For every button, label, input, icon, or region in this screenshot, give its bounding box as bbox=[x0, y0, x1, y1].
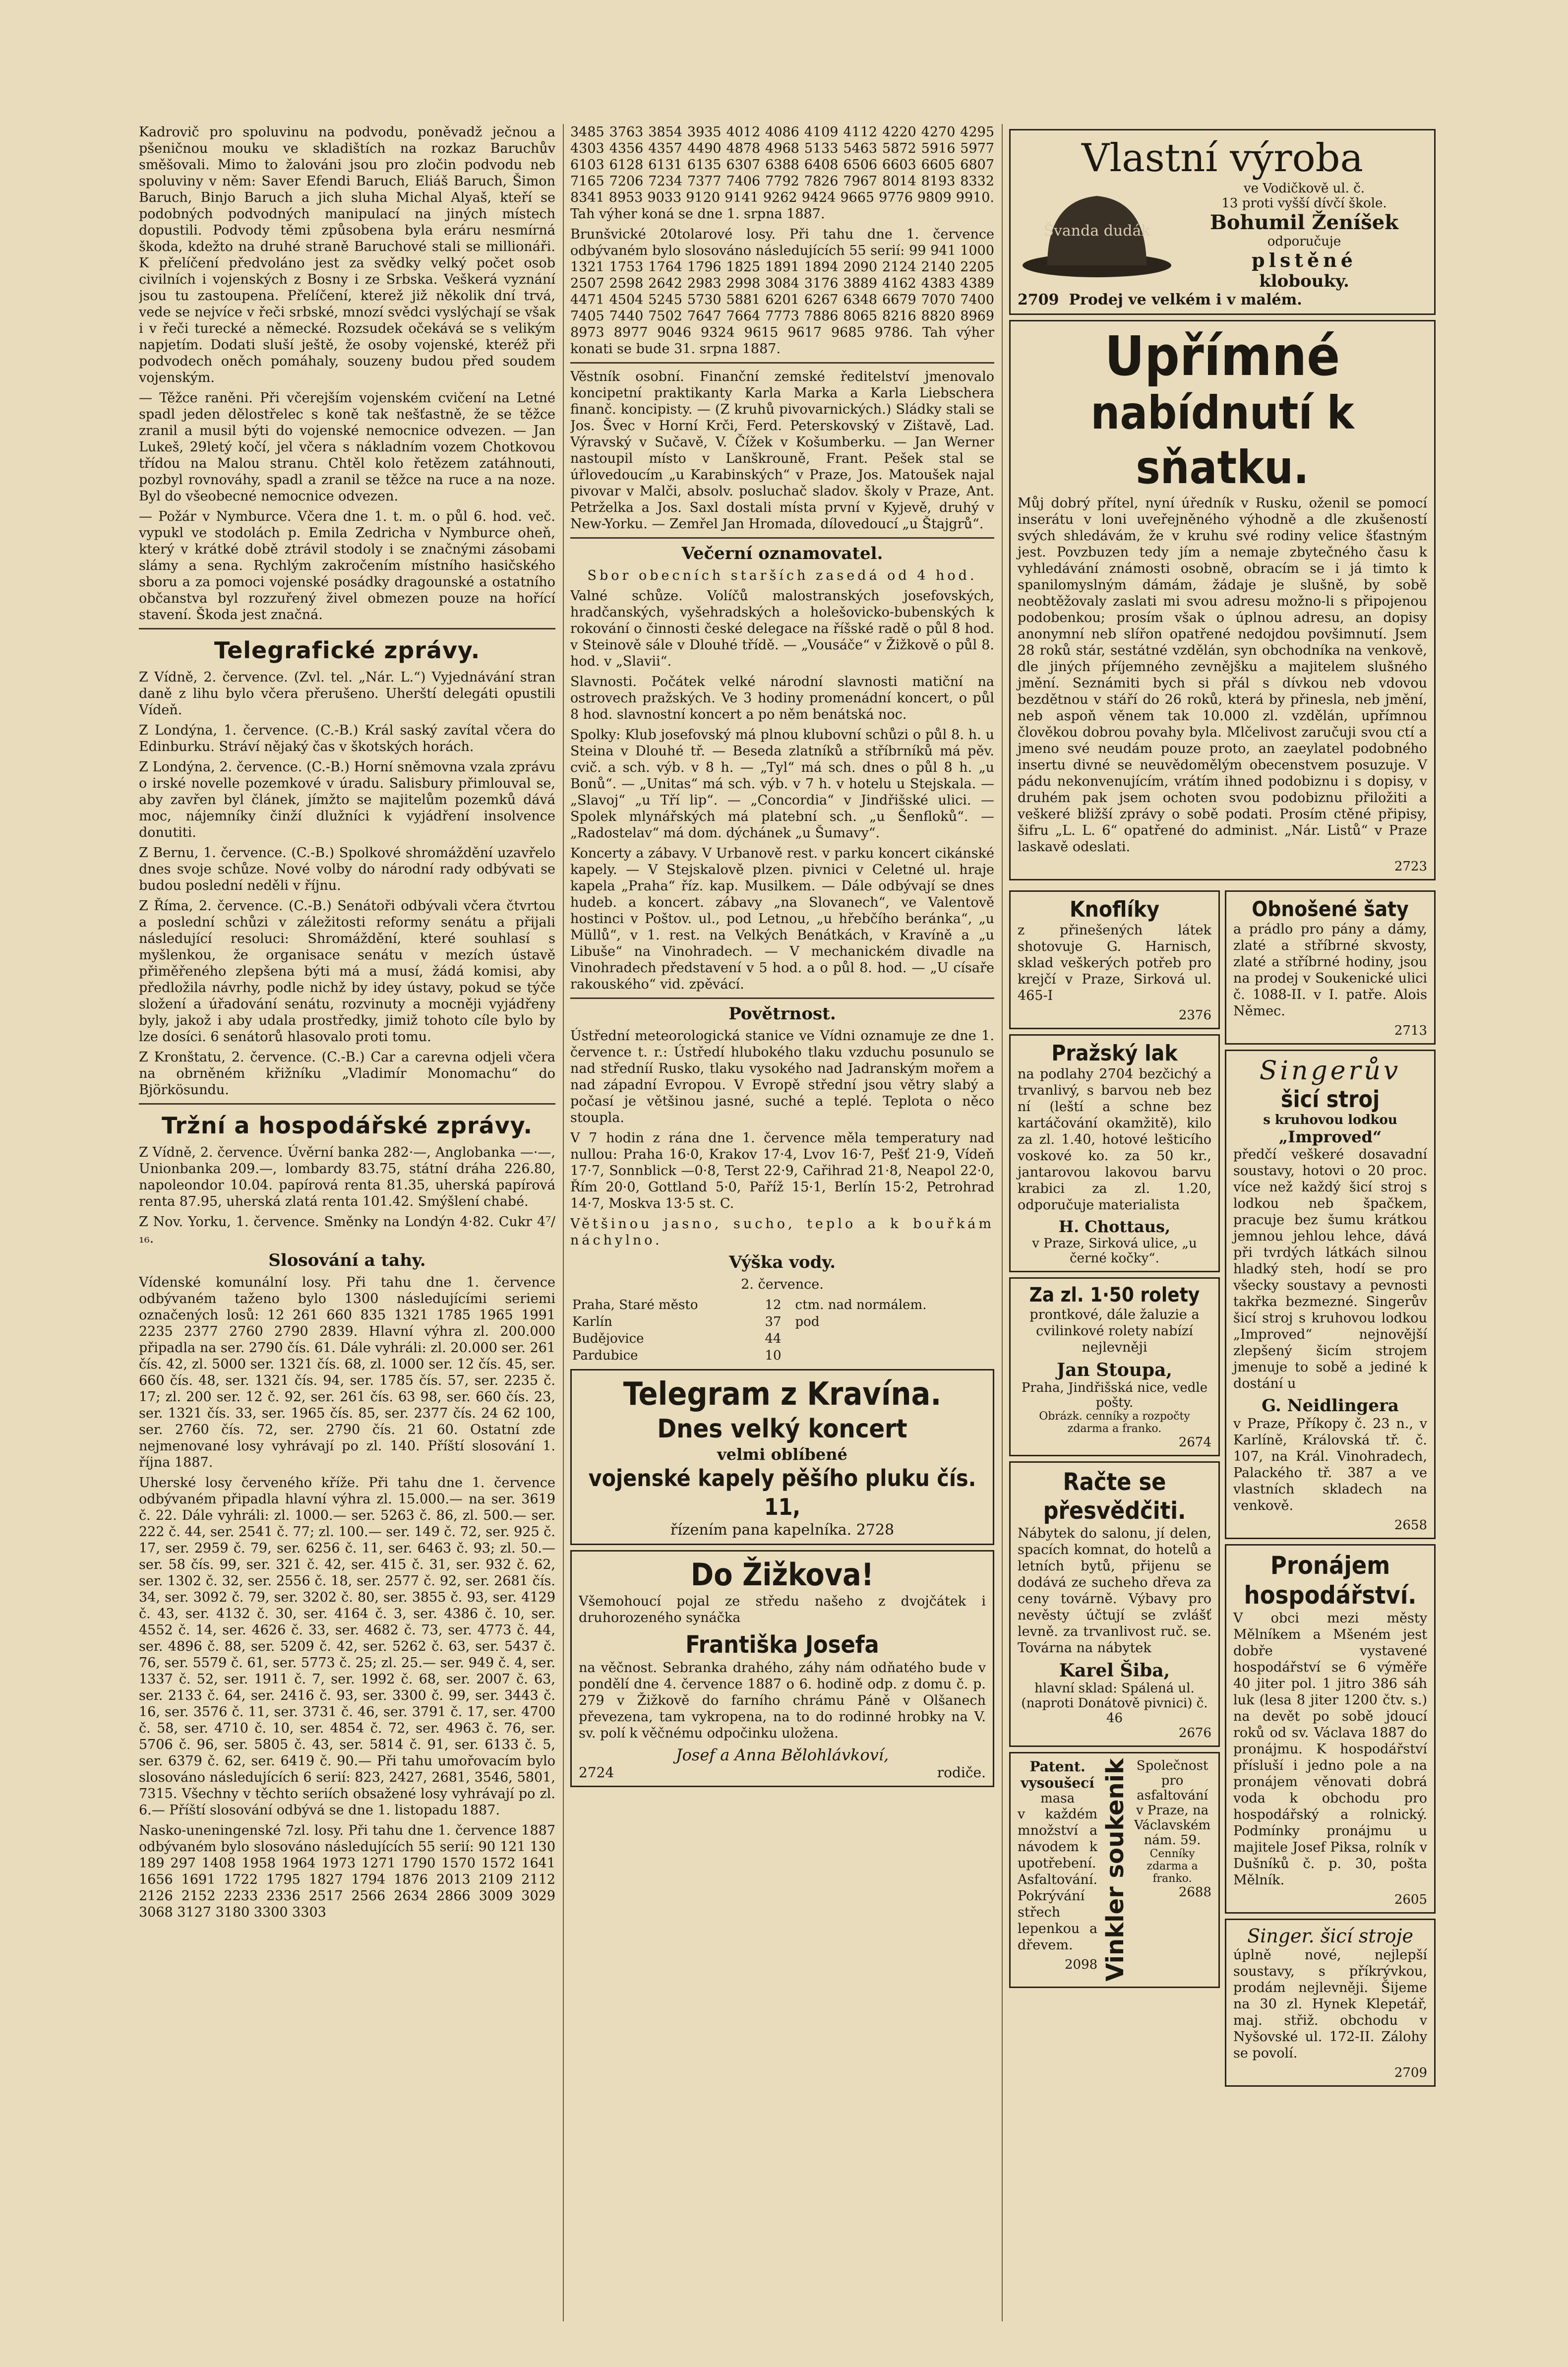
ad-number: 2709 bbox=[1018, 291, 1059, 309]
ad-text: odporučuje bbox=[1267, 234, 1341, 249]
ad-text: Prodej ve velkém i v malém. bbox=[1069, 291, 1302, 309]
ad-number: 2723 bbox=[1394, 859, 1427, 874]
hat-icon bbox=[1018, 181, 1176, 280]
ad-text: z přinešených látek shotovuje G. Harnisch, sklad veškerých potřeb pro krejčí v Praze, Sirková ul. 465-I bbox=[1018, 923, 1211, 1003]
ad-lacquer bbox=[1009, 1034, 1220, 1272]
divider bbox=[570, 362, 994, 364]
telegram-item: Z Vídně, 2. července. (Zvl. tel. „Nár. L.“) Vyjednávání stran daně z lihu bylo včera přerušeno. Uherští delegáti opustili Vídeň. bbox=[139, 670, 555, 718]
ad-title: Patent. vysoušecí bbox=[1021, 1758, 1094, 1791]
ad-marriage bbox=[1009, 320, 1436, 880]
lottery-item: Uherské losy červeného kříže. Při tahu dne 1. července odbývaném připadla hlavní výhra zl. 15.000.— na ser. 3619 č. 22. Dále vyhráli: zl. 1000.— ser. 5263 č. 86, zl. 500.— ser. 222 č. 44, ser. 2541 č. 77; zl. 100.— ser. 149 č. 72, ser. 925 č. 17, ser. 2959 č. 79, ser. 6256 č. 11, ser. 6463 č. 93; zl. 50.— ser. 58 čís. 99, ser. 321 č. 42, ser. 415 č. 31, ser. 932 č. 62, ser. 1302 č. 32, ser. 2556 č. 18, ser. 2577 č. 92, ser. 2681 čís. 34, ser. 3092 č. 79, ser. 3202 č. 80, ser. 3855 č. 93, ser. 4129 č. 43, ser. 4132 č. 30, ser. 4164 č. 3, ser. 4386 č. 10, ser. 4552 č. 14, ser. 4626 č. 33, ser. 4682 č. 73, ser. 4773 č. 44, ser. 4896 č. 88, ser. 5209 č. 42, ser. 5262 č. 63, ser. 5437 č. 76, ser. 5579 č. 61, ser. 5773 č. 25; zl. 25.— ser. 949 č. 4, ser. 1337 č. 52, ser. 1911 č. 7, ser. 1992 č. 68, ser. 2007 č. 63, ser. 2133 č. 64, ser. 2416 č. 93, ser. 3300 č. 99, ser. 3443 č. 16, ser. 3576 č. 11, ser. 3731 č. 46, ser. 3791 č. 17, ser. 4700 č. 58, ser. 4710 č. 10, ser. 4854 č. 72, ser. 4963 č. 76, ser. 5706 č. 96, ser. 5805 č. 43, ser. 5814 č. 91, ser. 6133 č. 5, ser. 6379 č. 62, ser. 6419 č. 90.— Při tahu umořovacím bylo slosováno následujících 6 serií: 823, 2427, 2681, 3546, 5801, 7315. Všechny v těchto seriích obsažené losy vyhrávají po zl. 6.— Příští slosování odbývá se dne 1. listopadu 1887. bbox=[139, 1475, 555, 1818]
ad-text: V obci mezi městy Mělníkem a Mšeném jest dobře vystavené hospodářství se 6 výměře 40 jiter pol. 1 jitro 386 sáh luk (lesa 8 jiter 1200 čtv. s.) na devět po sobě jdoucí roků od sv. Václava 1887 do pronájmu. K hospodářství přísluší i jedno pole a na pronájem věnovati dobrá voda k obchodu pro hospodářský a rolnický. Podmínky pronájmu u majitele Josef Piksa, rolník v Dušníků č. p. 30, pošta Mělník. bbox=[1233, 1611, 1427, 1888]
telegram-item: Z Londýna, 1. července. (C.-B.) Král saský zavítal včera do Edinburku. Stráví nějaký čas v škotských horách. bbox=[139, 723, 555, 754]
ad-buttons bbox=[1009, 890, 1220, 1029]
lottery-item: Brunšvické 20tolarové losy. Při tahu dne 1. července odbývaném bylo slosováno následujících 55 serií: 99 941 1000 1321 1753 1764 1796 1825 1891 1894 2090 2124 2140 2205 2507 2598 2642 2983 2998 3084 3176 3889 4162 4383 4389 4471 4504 5245 5730 5881 6201 6267 6348 6679 7070 7400 7405 7440 7502 7647 7664 7773 7886 8065 8216 8820 8969 8973 8977 9046 9324 9615 9617 9685 9786. Tah výher konati se bude 31. srpna 1887. bbox=[570, 227, 994, 357]
ad-name: H. Chottaus, bbox=[1058, 1217, 1171, 1236]
column-rule bbox=[1002, 124, 1003, 2321]
lottery-numbers: 3485 3763 3854 3935 4012 4086 4109 4112 4220 4270 4295 4303 4356 4357 4490 4878 4968 5133 5463 5872 5916 5977 6103 6128 6131 6135 6307 6388 6408 6506 6603 6605 6807 7165 7206 7234 7377 7406 7792 7826 7967 8014 8193 8332 8341 8953 9033 9120 9141 9262 9424 9665 9776 9809 9910. Tah výher koná se dne 1. srpna 1887. bbox=[570, 125, 994, 222]
table-row: Budějovice 44 bbox=[572, 1331, 782, 1346]
subheading-water: Výška vody. bbox=[728, 1252, 836, 1272]
telegram-item: Z Londýna, 2. července. (C.-B.) Horní sněmovna vzala zprávu o irské novelle pozemkové v úradu. Salisbury přimlouval se, aby zavřen byl článek, jímžto se majitelům pozemků dává moc, nájemníky činží dlužníci k vyjádření insolvence donutiti. bbox=[139, 759, 555, 840]
article-paragraph: Kadrovič pro spoluvinu na podvodu, poněvadž ječnou a pšeničnou mouku ve skladištích na rozkaz Baruchův směšovali. Mimo to žalováni jsou pro zločin podvodu neb spoluviny v něm: Saver Efendi Baruch, Eliáš Baruch, Šimon Baruch, Binjo Baruch a jich sluha Michal Alyaš, kteří se podobných podvodných manipulací na jiných místech dopustili. Podvody těmi způsobena byla eráru nesmírná škoda, kdežto na druhé straně Baruchové stali se millionáři. K přelíčení předvoláno jest za svědky velký počet osob civilních i vojenských z Bosny i ze Srbska. Veškerá vyznání jsou tu zastoupena. Přelíčení, kterež již několik dní trvá, vede se nejvíce v řeči srbské, mnozí svědci vyslýchají se však i v řeči turecké a německé. Rozsudek očekává se s velikým napjetím. Dodati sluší ještě, že osoby vojenské, kteréž při podvodech oněch pomáhaly, souzeny budou před soudem vojenským. bbox=[139, 125, 555, 385]
lottery-item: Vídenské komunální losy. Při tahu dne 1. července odbývaném taženo bylo 1300 následujícími seriemi označených losů: 12 261 660 835 1321 1785 1965 1991 2235 2377 2760 2790 2839. Hlavní výhra zl. 200.000 připadla na ser. 2790 čís. 61. Dále vyhráli: zl. 20.000 ser. 261 čís. 42, zl. 5000 ser. 1321 čís. 68, zl. 1000 ser. 12 čís. 45, ser. 660 čís. 48, ser. 1321 čís. 94, ser. 1785 čís. 57, ser. 2235 č. 17; zl. 200 ser. 12 č. 92, ser. 261 čís. 63 98, ser. 660 čís. 23, ser. 1321 čís. 33, ser. 1965 čís. 85, ser. 2377 čís. 24 62 100, ser. 2760 čís. 72, ser. 2790 čís. 21 60. Ostatní zde nejmenované losy vyhrávají po zl. 140. Příští slosování 1. října 1887. bbox=[139, 1275, 555, 1470]
divider bbox=[139, 1103, 555, 1105]
table-row: Karlín 37 pod bbox=[572, 1314, 820, 1329]
ad-title: Pražský lak bbox=[1051, 1041, 1178, 1066]
ad-text: Praha, Jindřišská nice, vedle pošty. bbox=[1021, 1380, 1208, 1410]
ad-text: ve Vodičkově ul. č. bbox=[1243, 181, 1365, 196]
ad-text: Cenníky zdarma a franko. bbox=[1146, 1848, 1198, 1885]
ad-title: Upřímné bbox=[1104, 324, 1340, 388]
ad-title: Do Žižkova! bbox=[690, 1557, 874, 1593]
ad-lease bbox=[1225, 1544, 1436, 1914]
ad-text: s kruhovou lodkou bbox=[1263, 1113, 1397, 1127]
telegram-item: Z Říma, 2. července. (C.-B.) Senátoři odbývali včera čtvrtou a poslední schůzi v záležitosti reformy senátu a přijali následující resoluci: Shromáždění, které souhlasí s myšlenkou, že organisace senátu v mezích ústavě přiměřeného zlepšena býti má a musí, žádá komisi, aby předložila návrhy, podle nichž by idey ústavy, pokud se týče složení a úřadování senátu, rozvinuty a mocněji vyjádřeny byly, jakož i aby udala prostředky, jimiž tohoto cíle bylo by lze dosíci. 6 senátorů hlasovalo proti tomu. bbox=[139, 898, 555, 1045]
weather-item: V 7 hodin z rána dne 1. července měla temperatury nad nullou: Praha 16·0, Krakov 17·4, Lvov 16·7, Pešť 21·9, Vídeň 17·7, Sonnblick —0·8, Terst 22·9, Cařihrad 21·8, Neapol 22·0, Řím 20·0, Gottland 5·0, Paříž 15·1, Berlín 15·2, Petrohrad 14·7, Moskva 13·5 st. C. bbox=[570, 1130, 994, 1211]
ad-band: vojenské kapely pěšího pluku čís. 11, bbox=[588, 1465, 976, 1520]
ad-name: Jan Stoupa, bbox=[1057, 1360, 1172, 1380]
ad-number: 2605 bbox=[1394, 1892, 1427, 1907]
ad-vertical-text: Vinkler soukenik bbox=[1101, 1758, 1130, 1982]
ad-subtitle: šicí stroj bbox=[1280, 1086, 1380, 1113]
ad-text: prontkové, dále žaluzie a cvilinkové rolety nabízí nejlevněji bbox=[1029, 1307, 1200, 1355]
ad-name: G. Neidlingera bbox=[1262, 1396, 1399, 1416]
ad-text: a prádlo pro pány a dámy, zlaté a stříbrné skvosty, zlaté a stříbrné hodiny, jsou na prodej v Soukenické ulici č. 1088-II. v I. patře. Alois Němec. bbox=[1233, 922, 1427, 1019]
ad-text: 13 proti vyšší dívčí škole. bbox=[1221, 196, 1387, 211]
ad-text: plstěné bbox=[1252, 249, 1357, 271]
personal-news: Věstník osobní. Finanční zemské ředitelství jmenovalo koncipetní praktikanty Karla Marka a Karla Liebschera finanč. koncipisty. — (Z kruhů pivovarnických.) Sládky stali se Jos. Švec v Horní Krči, Ferd. Peterskovský v Zištavě, Lad. Výravský v Sučavě, V. Čížek v Košumberku. — Jan Werner nastoupil místo v Lanškrouně, Frant. Pešek stal se úřlovedoucím „u Karabinských“ v Praze, Jos. Matoušek najal pivovar v Malči, absolv. posluchač sladov. školy v Praze, Ant. Petrželka a Jos. Saxl dostali místa první v Kyjevě, druhý v New-Yorku. — Zemřel Jan Hromada, dílovedoucí „u Štajgrů“. bbox=[570, 369, 994, 532]
ad-subtitle: Dnes velký koncert bbox=[657, 1414, 907, 1444]
ad-number: 2724 bbox=[579, 1764, 614, 1781]
weather-forecast: Většinou jasno, sucho, teplo a k bouřkám náchylno. bbox=[570, 1216, 994, 1248]
ad-blinds bbox=[1009, 1277, 1220, 1456]
ad-text: Obrázk. cenníky a rozpočty zdarma a franko. bbox=[1039, 1410, 1190, 1435]
ad-name: Františka Josefa bbox=[685, 1631, 879, 1659]
divider bbox=[570, 997, 994, 999]
ad-title: Za zl. 1·50 rolety bbox=[1029, 1284, 1200, 1307]
evening-item: Sbor obecních starších zasedá od 4 hod. bbox=[587, 568, 977, 583]
ad-text: v Praze, Příkopy č. 23 n., v Karlíně, Královská tř. č. 107, na Král. Vinohradech, Palackého tř. 387 a ve vlastních skladech na venkově. bbox=[1233, 1416, 1427, 1513]
ad-text: předčí veškeré dosavadní soustavy, hotovi o 20 proc. více než každý šicí stroj s lodkou neb špačkem, pracuje bez šumu krátkou jemnou jehlou lehce, dává při tvrdých látkách silnou hladký steh, hodí se pro všecky soustavy a pevnosti takřka bezmezné. Singerův šicí stroj s kruhovou lodkou „Improved“ nejnovější zlepšený šicím strojem jmenuje to sobě a jediné k dostání u bbox=[1233, 1147, 1427, 1391]
evening-item: Valné schůze. Volíčů malostranských josefovských, hradčanských, vyšehradských a holešovicko-bubenských k rokování o činnosti české delegace na říšské radě o půl 8 hod. v Steinově sále v Dlouhé třídě. — „Vousáče“ v Žižkově o půl 8. hod. v „Slavii“. bbox=[570, 588, 994, 669]
section-heading-weather: Povětrnost. bbox=[728, 1004, 836, 1024]
ad-text: Můj dobrý přítel, nyní úředník v Rusku, oženil se pomocí inserátu v loni uveřejněného výhodně a dle zkušeností svých shledávám, že v kruhu své rodiny velice šťastným jest. Povzbuzen tedy jím a nemaje zbytečného času k vyhledávání známosti osobně, obracím se i já timto k spanilomyslným dámám, žádaje je slušně, by sobě neobtěžovaly zaslati mi svou adresu možno-li s připojenou podobenkou; prosím však o úplnou adresu, an dopisy anonymní neb slířon opatřené nedojdou povšimnutí. Jsem 28 roků stár, sestátné vzdělán, syn obchodníka na venkově, dle jiných příjemného zevnějšku a majitelem slušného jmění. Seznámiti bych si přál s dívkou neb vdovou bezdětnou v stáří do 26 roků, která by přinesla, neb jmění, neb aspoň věnem tak 10.000 zl. vzdělán, upřímnou člověkou dobrou povahy byla. Mlčelivost zaručuji svou ctí a jmeno své neudám pouze proto, an zaeylatel podobného insertu divné se neuvědomělým obecenstvem posuzuje. V pádu nekonvenujícím, vrátím ihned podobiznu i s dopisy, v druhém pak jsem ochoten svou podobiznu přiložiti a veškeré bližší zprávy o sobě podati. Prosím ctěné připisy, šifru „L. L. 6“ opatřené do administ. „Nár. Listů“ v Praze laskavě odeslati. bbox=[1018, 496, 1427, 855]
ad-singer bbox=[1225, 1050, 1436, 1539]
market-item: Z Vídně, 2. července. Úvěrní banka 282·—, Anglobanka —·—, Unionbanka 209.—, lombardy 83.75, státní dráha 226.80, napoleondor 10.04. papírová renta 81.35, uherská papírová renta 87.95, uherská zlatá renta 101.42. Smýšlení chabé. bbox=[139, 1145, 555, 1209]
ad-title: Vlastní výroba bbox=[1082, 136, 1363, 181]
ad-text: v každém množství a návodem k upotřebení. Asfaltování. Pokrývání střech lepenkou a dřevem. bbox=[1018, 1806, 1098, 1953]
section-heading-telegrams: Telegrafické zprávy. bbox=[214, 637, 481, 664]
ad-number: 2098 bbox=[1064, 1957, 1098, 1972]
ad-number: 2728 bbox=[856, 1521, 895, 1539]
column-1 bbox=[139, 124, 555, 1925]
table-row: Pardubice 10 bbox=[572, 1348, 782, 1363]
article-paragraph: — Požár v Nymburce. Včera dne 1. t. m. o půl 6. hod. več. vypukl ve stodolách p. Emila Zedricha v Nymburce oheň, který v krátké době ztrávil stodoly i se značnými zásobami slámy a sena. Rychlým zakročením místního hasičského sboru a za pomoci vojenské posádky dragounské a ostatního občanstva byl rozzuřený živel obmezen pouze na hořící stavení. Škoda jest značná. bbox=[139, 509, 555, 623]
lottery-item: Nasko-uneningenské 7zl. losy. Při tahu dne 1. července 1887 odbývaném bylo slosováno následujících 55 serií: 90 121 130 189 297 1408 1958 1964 1973 1271 1790 1570 1572 1641 1656 1691 1722 1795 1827 1794 1876 2013 2109 2112 2126 2152 2233 2336 2517 2566 2634 2866 3009 3029 3068 3127 3180 3300 3303 bbox=[139, 1823, 555, 1920]
article-paragraph: — Těžce raněni. Při včerejším vojenském cvičení na Letné spadl jeden dělostřelec s koně tak nešťastně, že se těžce zranil a musil býti do vojenské nemocnice odvezen. — Jan Lukeš, 29letý kočí, jel včera s nákladním vozem Chotkovou třídou na Malou stranu. Chtěl kolo řetězem zatáhnouti, pozbyl rovnováhy, spadl a zranil se těžce na ruce a na noze. Byl do všeobecné nemocnice odvezen. bbox=[139, 390, 555, 504]
ad-title: Obnošené šaty bbox=[1252, 897, 1409, 921]
subheading-lots: Slosování a tahy. bbox=[268, 1250, 426, 1270]
ad-text: na věčnost. Sebranka drahého, záhy nám odňatého bude v pondělí dne 4. července 1887 o 6. hodině odp. z domu č. p. 279 v Žižkově do farního chrámu Páně v Olšanech převezena, tam vykropena, na to do rodinné hrobky na V. sv. polí k věčnému odpočinku uložena. bbox=[579, 1660, 986, 1741]
water-date: 2. července. bbox=[741, 1277, 824, 1292]
ad-furniture bbox=[1009, 1461, 1220, 1747]
hat-label: Švanda dudák bbox=[1043, 222, 1150, 240]
weather-item: Ústřední meteorologická stanice ve Vídni oznamuje ze dne 1. července t. r.: Ústředí hlubokého tlaku vzduchu posunulo se nad středníí Rusko, tlaku vysokého nad Jadranským mořem a nad západní Evropou. V Evropě střední jsou větry slabý a počasí je většinou jasné, suché a teplé. Teplota o něco stoupla. bbox=[570, 1028, 994, 1125]
column-rule bbox=[563, 124, 564, 2321]
column-2 bbox=[570, 124, 994, 1792]
ad-number: 2376 bbox=[1178, 1008, 1211, 1023]
ad-number: 2709 bbox=[1394, 2065, 1427, 2080]
ad-text: hlavní sklad: Spálená ul. (naproti Donátově pivnici) č. 46 bbox=[1021, 1681, 1208, 1726]
ad-number: 2688 bbox=[1178, 1885, 1211, 1900]
ad-text: rodiče. bbox=[937, 1764, 986, 1781]
telegram-item: Z Bernu, 1. července. (C.-B.) Spolkové shromáždění uzavřelo dnes svoje schůze. Nové volby do národní rady odbývati se budou poslední neděli v říjnu. bbox=[139, 845, 555, 893]
divider bbox=[139, 628, 555, 629]
evening-item: Slavnosti. Počátek velké národní slavnosti matiční na ostrovech pražských. Ve 3 hodiny promenádní koncert, o půl 8 hod. slavnostní koncert a po něm benátská noc. bbox=[570, 674, 994, 722]
ad-number: 2674 bbox=[1178, 1435, 1211, 1450]
ad-signature: Josef a Anna Bělohlávkoví, bbox=[675, 1745, 889, 1764]
ad-title: Knoflíky bbox=[1069, 897, 1160, 922]
ad-text: Všemohoucí pojal ze středu našeho z dvojčátek i druhorozeného synáčka bbox=[579, 1594, 986, 1625]
ad-text: řízením pana kapelníka. bbox=[670, 1521, 852, 1539]
ad-title: Singerův bbox=[1259, 1056, 1401, 1086]
telegram-item: Z Kronštatu, 2. července. (C.-B.) Car a carevna odjeli včera na obrněném křižníku „Vladimír Monomachu“ do Björkösundu. bbox=[139, 1050, 555, 1098]
ad-hats bbox=[1009, 129, 1436, 315]
section-heading-market: Tržní a hospodářské zprávy. bbox=[162, 1112, 533, 1139]
ad-text: masa bbox=[1040, 1791, 1075, 1806]
ad-text: Nábytek do salonu, jí delen, spacích komnat, do hotelů a letních bytů, přijenu se dodává ze sucheho dřeva za ceny továrně. Výbavy pro nevěsty účtují se zvlášť levně. za trvanlivost ruč. se. Továrna na nábytek bbox=[1018, 1526, 1211, 1656]
ad-patent bbox=[1009, 1752, 1220, 1988]
ad-number: 2713 bbox=[1394, 1023, 1427, 1038]
ad-title: nabídnutí k sňatku. bbox=[1090, 386, 1354, 494]
evening-item: Spolky: Klub josefovský má plnou klubovní schůzi o půl 8. h. u Steina v Dlouhé tř. — Beseda zlatníků a stříbrníků má pěv. cvič. a sch. výb. v 8 h. — „Tyl“ má sch. dnes o půl 8 h. „u Bonů“. — „Unitas“ má sch. výb. v 7 h. v hotelu u Stejskala. — „Slavoj“ „u Tří lip“. — „Concordia“ v Jindřišské ulici. — Spolek mlynářských má platební sch. „u Šenfloků“. — „Radostelav“ má dom. dýchánek „u Šumavy“. bbox=[570, 727, 994, 841]
ad-text: na podlahy 2704 bezčichý a trvanlivý, s barvou neb bez ní (leští a schne bez kartáčování okamžitě), kilo za zl. 1.40, hotové lešticího voskové ko. za 50 kr., jantarovou lakovou barvu krabici za zl. 1.20, odporučuje materialista bbox=[1018, 1066, 1211, 1213]
ad-name: Karel Šiba, bbox=[1059, 1660, 1170, 1681]
ad-singer-2 bbox=[1225, 1919, 1436, 2087]
ad-text: úplně nové, nejlepší soustavy, s příkrývkou, prodám nejlevněji. Šijeme na 30 zl. Hynek Klepetář, maj. střiž. obchodu v Nyšovské ul. 172-II. Zálohy se povolí. bbox=[1233, 1947, 1427, 2061]
ad-zizkov bbox=[570, 1550, 994, 1787]
divider bbox=[570, 537, 994, 539]
water-table bbox=[570, 1297, 994, 1364]
ad-number: 2658 bbox=[1394, 1518, 1427, 1533]
ad-title: Singer. šicí stroje bbox=[1247, 1925, 1413, 1947]
ad-title: Račte se přesvědčiti. bbox=[1043, 1468, 1186, 1525]
ad-text: v Praze, Sirková ulice, „u černé kočky“. bbox=[1032, 1236, 1197, 1266]
ad-text: Společnost pro asfaltování v Praze, na Václavském nám. 59. bbox=[1134, 1758, 1211, 1848]
evening-item: Koncerty a zábavy. V Urbanově rest. v parku koncert cikánské kapely. — V Stejskalově plzen. pivnici v Celetné ul. hraje kapela „Praha“ říz. kap. Musilkem. — Dále odbývají se dnes hudeb. a koncert. zábavy „na Slovanech“, ve Valentově hostinci v Poštov. ul., pod Letnou, „u hřebčího beránka“, „u Müllů“, v 1. rest. na Velkých Benátkách, v Kravíně a „u Libuše“ na Vinohradech. — V mechanickém divadle na Vinohradech představení v 5 hod. a o půl 8. hod. — „U císaře rakouského“ vid. zpěvácí. bbox=[570, 846, 994, 992]
ad-title: Telegram z Kravína. bbox=[623, 1376, 942, 1413]
ad-name: Bohumil Ženíšek bbox=[1210, 211, 1398, 234]
ad-text: „Improved“ bbox=[1278, 1127, 1382, 1146]
ad-text: velmi oblíbené bbox=[717, 1445, 847, 1464]
market-item: Z Nov. Yorku, 1. července. Směnky na Londýn 4·82. Cukr 4⁷/₁₆. bbox=[139, 1214, 555, 1246]
ad-used-clothes bbox=[1225, 890, 1436, 1045]
column-3 bbox=[1009, 124, 1436, 2092]
section-heading-evening: Večerní oznamovatel. bbox=[681, 544, 883, 563]
ad-number: 2676 bbox=[1178, 1726, 1211, 1741]
ad-kravin bbox=[570, 1369, 994, 1545]
ad-title: Pronájem hospodářství. bbox=[1244, 1551, 1417, 1610]
ad-text: klobouky. bbox=[1259, 271, 1349, 291]
table-row: Praha, Staré město 12 ctm. nad normálem. bbox=[572, 1298, 927, 1312]
